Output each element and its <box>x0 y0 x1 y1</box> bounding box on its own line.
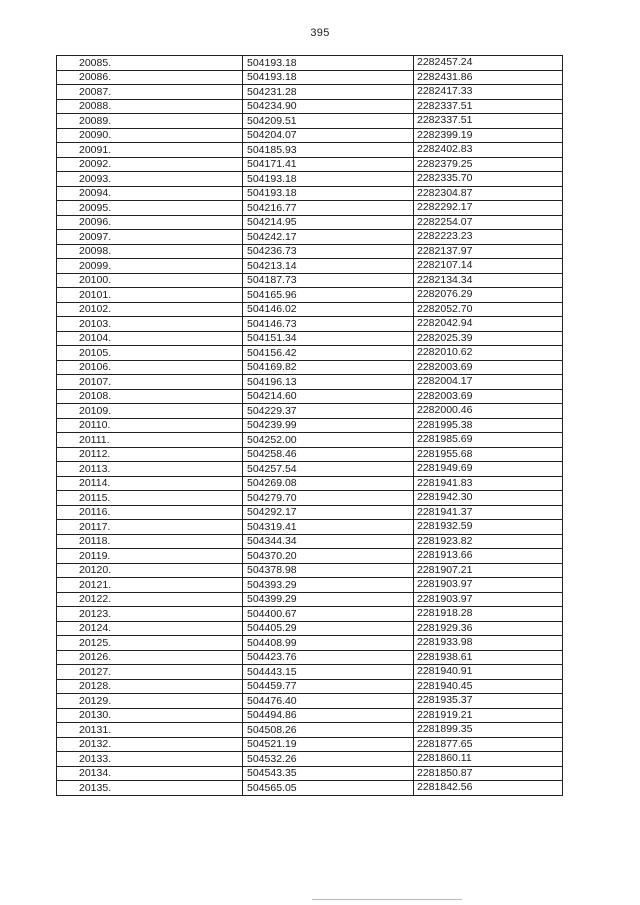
easting-cell: 504146.73 <box>243 317 414 332</box>
point-number-cell: 20132. <box>57 737 243 752</box>
table-row <box>57 99 563 114</box>
coordinate-table <box>56 55 563 796</box>
easting-cell: 504408.99 <box>243 636 414 651</box>
northing-cell: 2281899.35 <box>414 723 563 738</box>
point-number-cell: 20130. <box>57 708 243 723</box>
table-row <box>57 172 563 187</box>
point-number-cell: 20117. <box>57 520 243 535</box>
easting-cell: 504169.82 <box>243 360 414 375</box>
easting-cell: 504156.42 <box>243 346 414 361</box>
easting-cell: 504193.18 <box>243 172 414 187</box>
easting-cell: 504405.29 <box>243 621 414 636</box>
table-row <box>57 781 563 796</box>
northing-cell: 2282379.25 <box>414 157 563 172</box>
point-number-cell: 20112. <box>57 447 243 462</box>
table-row <box>57 244 563 259</box>
point-number-cell: 20086. <box>57 70 243 85</box>
easting-cell: 504279.70 <box>243 491 414 506</box>
table-row <box>57 317 563 332</box>
table-row <box>57 230 563 245</box>
easting-cell: 504242.17 <box>243 230 414 245</box>
northing-cell: 2281913.66 <box>414 549 563 564</box>
northing-cell: 2282107.14 <box>414 259 563 274</box>
point-number-cell: 20108. <box>57 389 243 404</box>
northing-cell: 2282076.29 <box>414 288 563 303</box>
table-row <box>57 433 563 448</box>
northing-cell: 2282337.51 <box>414 99 563 114</box>
easting-cell: 504193.18 <box>243 56 414 71</box>
point-number-cell: 20111. <box>57 433 243 448</box>
table-row <box>57 114 563 129</box>
point-number-cell: 20128. <box>57 679 243 694</box>
point-number-cell: 20089. <box>57 114 243 129</box>
point-number-cell: 20091. <box>57 143 243 158</box>
northing-cell: 2282052.70 <box>414 302 563 317</box>
easting-cell: 504193.18 <box>243 70 414 85</box>
easting-cell: 504236.73 <box>243 244 414 259</box>
easting-cell: 504193.18 <box>243 186 414 201</box>
table-row <box>57 273 563 288</box>
table-row <box>57 636 563 651</box>
easting-cell: 504151.34 <box>243 331 414 346</box>
northing-cell: 2281940.45 <box>414 679 563 694</box>
point-number-cell: 20087. <box>57 85 243 100</box>
northing-cell: 2282417.33 <box>414 85 563 100</box>
northing-cell: 2281903.97 <box>414 578 563 593</box>
easting-cell: 504565.05 <box>243 781 414 796</box>
table-row <box>57 520 563 535</box>
easting-cell: 504494.86 <box>243 708 414 723</box>
easting-cell: 504269.08 <box>243 476 414 491</box>
northing-cell: 2281940.91 <box>414 665 563 680</box>
northing-cell: 2281935.37 <box>414 694 563 709</box>
point-number-cell: 20101. <box>57 288 243 303</box>
page-number: 395 <box>310 27 330 39</box>
point-number-cell: 20093. <box>57 172 243 187</box>
point-number-cell: 20127. <box>57 665 243 680</box>
point-number-cell: 20122. <box>57 592 243 607</box>
table-row <box>57 404 563 419</box>
table-row <box>57 375 563 390</box>
table-row <box>57 578 563 593</box>
easting-cell: 504292.17 <box>243 505 414 520</box>
table-row <box>57 259 563 274</box>
point-number-cell: 20129. <box>57 694 243 709</box>
northing-cell: 2281919.21 <box>414 708 563 723</box>
northing-cell: 2282457.24 <box>414 56 563 71</box>
table-row <box>57 186 563 201</box>
point-number-cell: 20099. <box>57 259 243 274</box>
table-row <box>57 708 563 723</box>
easting-cell: 504370.20 <box>243 549 414 564</box>
northing-cell: 2281918.28 <box>414 607 563 622</box>
table-row <box>57 505 563 520</box>
point-number-cell: 20088. <box>57 99 243 114</box>
easting-cell: 504239.99 <box>243 418 414 433</box>
point-number-cell: 20118. <box>57 534 243 549</box>
northing-cell: 2281923.82 <box>414 534 563 549</box>
easting-cell: 504229.37 <box>243 404 414 419</box>
table-row <box>57 462 563 477</box>
point-number-cell: 20104. <box>57 331 243 346</box>
easting-cell: 504257.54 <box>243 462 414 477</box>
point-number-cell: 20109. <box>57 404 243 419</box>
northing-cell: 2281995.38 <box>414 418 563 433</box>
northing-cell: 2281985.69 <box>414 433 563 448</box>
easting-cell: 504400.67 <box>243 607 414 622</box>
table-row <box>57 476 563 491</box>
easting-cell: 504378.98 <box>243 563 414 578</box>
northing-cell: 2281842.56 <box>414 781 563 796</box>
northing-cell: 2282004.17 <box>414 375 563 390</box>
point-number-cell: 20134. <box>57 766 243 781</box>
easting-cell: 504393.29 <box>243 578 414 593</box>
northing-cell: 2282003.69 <box>414 360 563 375</box>
northing-cell: 2281860.11 <box>414 752 563 767</box>
point-number-cell: 20105. <box>57 346 243 361</box>
northing-cell: 2281850.87 <box>414 766 563 781</box>
table-row <box>57 563 563 578</box>
point-number-cell: 20110. <box>57 418 243 433</box>
table-row <box>57 592 563 607</box>
point-number-cell: 20098. <box>57 244 243 259</box>
point-number-cell: 20133. <box>57 752 243 767</box>
easting-cell: 504234.90 <box>243 99 414 114</box>
northing-cell: 2282335.70 <box>414 172 563 187</box>
table-row <box>57 650 563 665</box>
easting-cell: 504399.29 <box>243 592 414 607</box>
point-number-cell: 20124. <box>57 621 243 636</box>
easting-cell: 504171.41 <box>243 157 414 172</box>
point-number-cell: 20102. <box>57 302 243 317</box>
northing-cell: 2282292.17 <box>414 201 563 216</box>
point-number-cell: 20119. <box>57 549 243 564</box>
point-number-cell: 20095. <box>57 201 243 216</box>
table-row <box>57 766 563 781</box>
table-row <box>57 491 563 506</box>
northing-cell: 2282000.46 <box>414 404 563 419</box>
northing-cell: 2282402.83 <box>414 143 563 158</box>
table-row <box>57 201 563 216</box>
easting-cell: 504319.41 <box>243 520 414 535</box>
northing-cell: 2281903.97 <box>414 592 563 607</box>
northing-cell: 2282010.62 <box>414 346 563 361</box>
table-row <box>57 70 563 85</box>
northing-cell: 2281942.30 <box>414 491 563 506</box>
table-row <box>57 302 563 317</box>
easting-cell: 504146.02 <box>243 302 414 317</box>
easting-cell: 504216.77 <box>243 201 414 216</box>
table-row <box>57 288 563 303</box>
point-number-cell: 20121. <box>57 578 243 593</box>
point-number-cell: 20097. <box>57 230 243 245</box>
table-row <box>57 723 563 738</box>
northing-cell: 2282337.51 <box>414 114 563 129</box>
northing-cell: 2281938.61 <box>414 650 563 665</box>
easting-cell: 504187.73 <box>243 273 414 288</box>
northing-cell: 2282042.94 <box>414 317 563 332</box>
point-number-cell: 20094. <box>57 186 243 201</box>
table-row <box>57 331 563 346</box>
table-row <box>57 694 563 709</box>
northing-cell: 2282137.97 <box>414 244 563 259</box>
point-number-cell: 20123. <box>57 607 243 622</box>
easting-cell: 504443.15 <box>243 665 414 680</box>
easting-cell: 504213.14 <box>243 259 414 274</box>
point-number-cell: 20100. <box>57 273 243 288</box>
table-row <box>57 143 563 158</box>
point-number-cell: 20113. <box>57 462 243 477</box>
point-number-cell: 20114. <box>57 476 243 491</box>
northing-cell: 2281941.83 <box>414 476 563 491</box>
northing-cell: 2282304.87 <box>414 186 563 201</box>
northing-cell: 2281877.65 <box>414 737 563 752</box>
table-row <box>57 389 563 404</box>
northing-cell: 2282003.69 <box>414 389 563 404</box>
table-row <box>57 128 563 143</box>
point-number-cell: 20106. <box>57 360 243 375</box>
easting-cell: 504532.26 <box>243 752 414 767</box>
table-row <box>57 56 563 71</box>
easting-cell: 504423.76 <box>243 650 414 665</box>
point-number-cell: 20107. <box>57 375 243 390</box>
table-row <box>57 737 563 752</box>
table-row <box>57 607 563 622</box>
easting-cell: 504521.19 <box>243 737 414 752</box>
northing-cell: 2281932.59 <box>414 520 563 535</box>
northing-cell: 2282134.34 <box>414 273 563 288</box>
point-number-cell: 20120. <box>57 563 243 578</box>
northing-cell: 2282431.86 <box>414 70 563 85</box>
northing-cell: 2282223.23 <box>414 230 563 245</box>
point-number-cell: 20090. <box>57 128 243 143</box>
point-number-cell: 20126. <box>57 650 243 665</box>
easting-cell: 504185.93 <box>243 143 414 158</box>
table-row <box>57 447 563 462</box>
easting-cell: 504204.07 <box>243 128 414 143</box>
easting-cell: 504165.96 <box>243 288 414 303</box>
easting-cell: 504231.28 <box>243 85 414 100</box>
easting-cell: 504209.51 <box>243 114 414 129</box>
easting-cell: 504214.95 <box>243 215 414 230</box>
easting-cell: 504508.26 <box>243 723 414 738</box>
table-row <box>57 85 563 100</box>
point-number-cell: 20125. <box>57 636 243 651</box>
table-row <box>57 752 563 767</box>
northing-cell: 2282399.19 <box>414 128 563 143</box>
northing-cell: 2281933.98 <box>414 636 563 651</box>
point-number-cell: 20115. <box>57 491 243 506</box>
northing-cell: 2281941.37 <box>414 505 563 520</box>
table-row <box>57 360 563 375</box>
northing-cell: 2282025.39 <box>414 331 563 346</box>
point-number-cell: 20135. <box>57 781 243 796</box>
point-number-cell: 20131. <box>57 723 243 738</box>
easting-cell: 504196.13 <box>243 375 414 390</box>
easting-cell: 504344.34 <box>243 534 414 549</box>
easting-cell: 504214.60 <box>243 389 414 404</box>
table-row <box>57 621 563 636</box>
point-number-cell: 20116. <box>57 505 243 520</box>
point-number-cell: 20085. <box>57 56 243 71</box>
northing-cell: 2281955.68 <box>414 447 563 462</box>
table-row <box>57 157 563 172</box>
northing-cell: 2281949.69 <box>414 462 563 477</box>
scan-edge-line <box>312 899 462 900</box>
table-row <box>57 215 563 230</box>
point-number-cell: 20096. <box>57 215 243 230</box>
easting-cell: 504258.46 <box>243 447 414 462</box>
easting-cell: 504476.40 <box>243 694 414 709</box>
point-number-cell: 20092. <box>57 157 243 172</box>
easting-cell: 504459.77 <box>243 679 414 694</box>
table-row <box>57 346 563 361</box>
table-row <box>57 549 563 564</box>
point-number-cell: 20103. <box>57 317 243 332</box>
northing-cell: 2281929.36 <box>414 621 563 636</box>
easting-cell: 504543.35 <box>243 766 414 781</box>
easting-cell: 504252.00 <box>243 433 414 448</box>
table-row <box>57 418 563 433</box>
coordinate-table-body <box>57 56 563 796</box>
northing-cell: 2281907.21 <box>414 563 563 578</box>
table-row <box>57 665 563 680</box>
table-row <box>57 534 563 549</box>
table-row <box>57 679 563 694</box>
northing-cell: 2282254.07 <box>414 215 563 230</box>
